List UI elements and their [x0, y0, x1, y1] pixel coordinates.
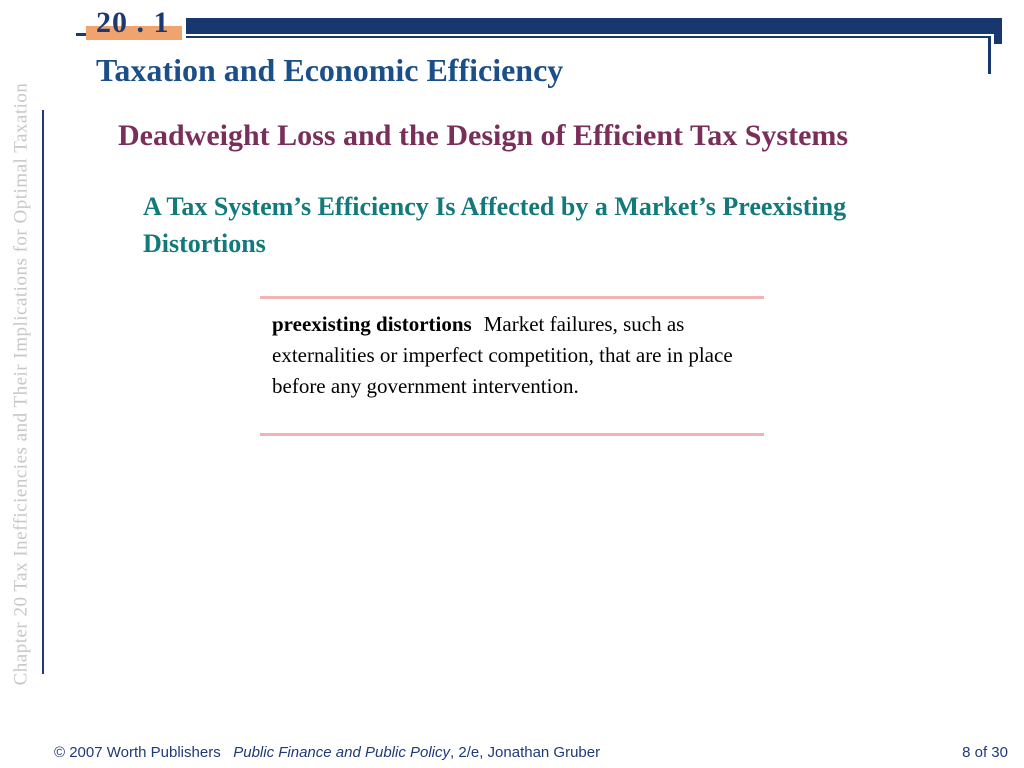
- slide-subtitle: Deadweight Loss and the Design of Efficient Tax Systems: [118, 119, 849, 152]
- header-rule: [186, 36, 990, 38]
- header-bar-corner: [994, 18, 1002, 44]
- header-bar: [186, 18, 1002, 34]
- definition-box: [260, 296, 764, 436]
- chapter-side-label: [6, 20, 36, 748]
- section-tag-dash: [76, 33, 86, 36]
- header-rule-corner: [988, 36, 991, 74]
- side-divider: [42, 110, 44, 674]
- footer-copyright: © 2007 Worth Publishers: [54, 744, 221, 761]
- slide-title: Taxation and Economic Efficiency: [96, 52, 564, 88]
- footer-book-title: Public Finance and Public Policy: [233, 744, 451, 761]
- definition-term: preexisting distortions: [272, 312, 472, 336]
- section-number: 20 . 1: [96, 6, 170, 39]
- definition-body: Market failures, such as externalities or imperfect competition, that are in place before any government intervention.: [272, 312, 733, 398]
- footer-credits: [54, 744, 600, 761]
- slide-subheading: A Tax System’s Efficiency Is Affected by a Market’s Preexisting Distortions: [143, 192, 847, 258]
- chapter-side-label-text: Chapter 20 Tax Inefficiencies and Their Implications for Optimal Taxation: [10, 82, 31, 686]
- definition-text: [272, 309, 758, 402]
- footer-edition-author: , 2/e, Jonathan Gruber: [450, 744, 601, 761]
- page-number: 8 of 30: [962, 744, 1008, 761]
